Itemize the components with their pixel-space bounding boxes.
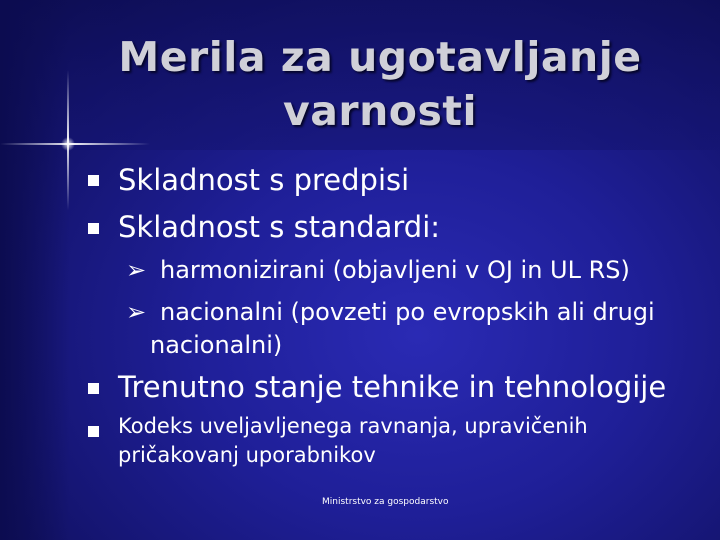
- bullet-text: Kodeks uveljavljenega ravnanja, upravičenih: [118, 414, 588, 438]
- bullet-text: Trenutno stanje tehnike in tehnologije: [118, 370, 667, 404]
- bullet-text-continued: pričakovanj uporabnikov: [118, 443, 376, 467]
- square-bullet-icon: [88, 426, 99, 437]
- square-bullet-icon: [88, 175, 99, 186]
- bullet-text: Skladnost s predpisi: [118, 163, 410, 197]
- footer-text: Ministrstvo za gospodarstvo: [322, 497, 449, 507]
- arrow-bullet-icon: ➢: [126, 256, 147, 284]
- bullet-text: Skladnost s standardi:: [118, 210, 441, 244]
- arrow-bullet-icon: ➢: [126, 298, 147, 326]
- slide-title: Merila za ugotavljanje varnosti: [118, 33, 642, 135]
- square-bullet-icon: [88, 383, 99, 394]
- sub-bullet-text-continued: nacionalni): [150, 331, 283, 359]
- square-bullet-icon: [88, 223, 99, 234]
- sub-bullet-text: harmonizirani (objavljeni v OJ in UL RS): [160, 256, 630, 284]
- sub-bullet-text: nacionalni (povzeti po evropskih ali drugi: [160, 298, 655, 326]
